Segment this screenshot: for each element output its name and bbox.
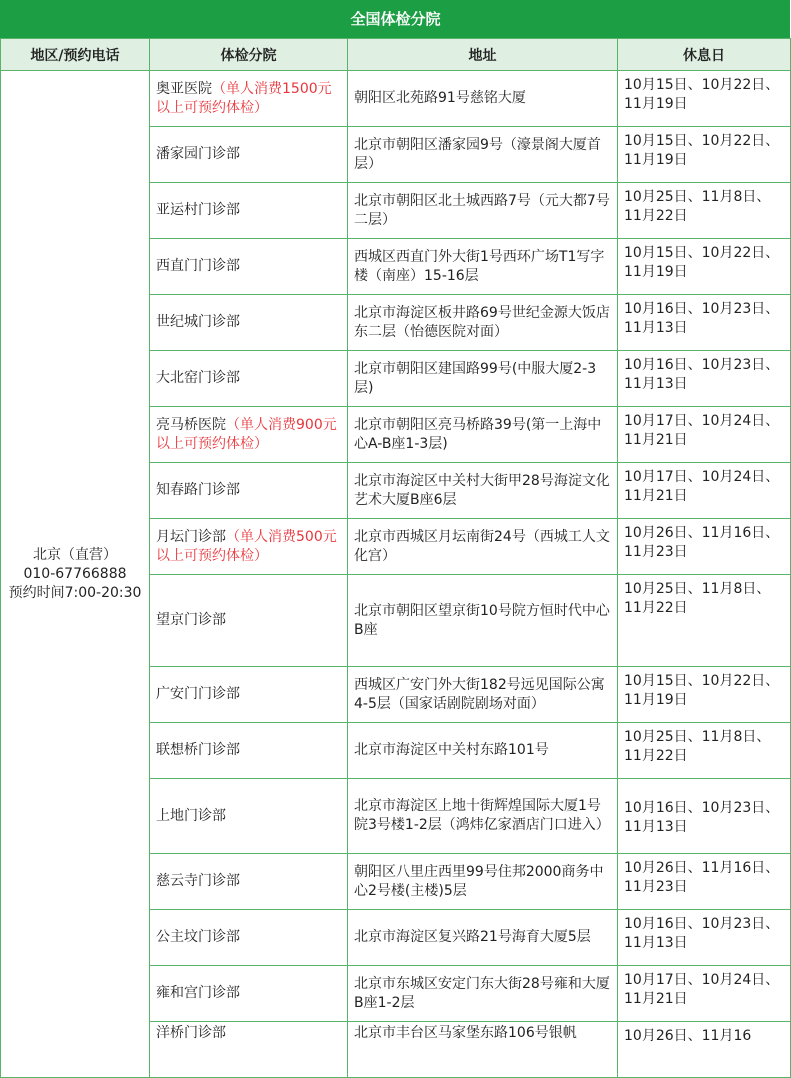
address-cell: 北京市海淀区中关村大街甲28号海淀文化艺术大厦B座6层 <box>348 463 618 519</box>
address-cell: 北京市海淀区板井路69号世纪金源大饭店东二层（怡德医院对面） <box>348 295 618 351</box>
rest-days-cell: 10月26日、11月16日、11月23日 <box>618 519 791 575</box>
branch-cell <box>150 854 348 910</box>
branch-cell <box>150 667 348 723</box>
region-hours: 预约时间7:00-20:30 <box>8 584 142 601</box>
region-phone[interactable]: 010-67766888 <box>23 565 127 582</box>
branch-name: 西直门门诊部 <box>156 258 240 274</box>
branch-cell <box>150 966 348 1022</box>
branch-cell <box>150 407 348 463</box>
rest-days-cell: 10月15日、10月22日、11月19日 <box>618 127 791 183</box>
branch-name: 上地门诊部 <box>156 807 226 824</box>
branch-cell <box>150 295 348 351</box>
branch-cell <box>150 127 348 183</box>
region-name: 北京（直营） <box>33 546 117 563</box>
branch-cell <box>150 351 348 407</box>
rest-days-cell: 10月15日、10月22日、11月19日 <box>618 71 791 127</box>
table-row <box>1 71 791 127</box>
region-cell <box>1 71 150 1078</box>
rest-days-cell: 10月16日、10月23日、11月13日 <box>618 351 791 407</box>
rest-days-cell: 10月17日、10月24日、11月21日 <box>618 966 791 1022</box>
address-cell: 北京市朝阳区建国路99号(中服大厦2-3层) <box>348 351 618 407</box>
branch-name: 奥亚医院 <box>156 80 212 97</box>
branch-note: （单人消费900元以上可预约体检） <box>156 416 337 452</box>
rest-days-cell: 10月25日、11月8日、11月22日 <box>618 723 791 779</box>
rest-days-cell: 10月26日、11月16日、11月23日 <box>618 854 791 910</box>
address-cell: 朝阳区北苑路91号慈铭大厦 <box>348 71 618 127</box>
branch-table <box>0 38 791 1078</box>
rest-days-cell: 10月25日、11月8日、11月22日 <box>618 575 791 667</box>
header-region: 地区/预约电话 <box>1 39 150 71</box>
branch-cell <box>150 239 348 295</box>
rest-days-cell: 10月15日、10月22日、11月19日 <box>618 667 791 723</box>
rest-days-cell: 10月15日、10月22日、11月19日 <box>618 239 791 295</box>
branch-cell <box>150 779 348 854</box>
branch-name: 雍和宫门诊部 <box>156 985 240 1001</box>
address-cell: 北京市朝阳区望京街10号院方恒时代中心B座 <box>348 575 618 667</box>
branch-name: 联想桥门诊部 <box>156 742 240 758</box>
branch-cell <box>150 463 348 519</box>
header-branch: 体检分院 <box>150 39 348 71</box>
branch-cell <box>150 723 348 779</box>
branch-note: （单人消费1500元以上可预约体检） <box>156 80 332 116</box>
branch-cell <box>150 575 348 667</box>
address-cell: 北京市朝阳区北土城西路7号（元大都7号二层） <box>348 183 618 239</box>
branch-cell <box>150 910 348 966</box>
address-cell: 北京市丰台区马家堡东路106号银帆 <box>348 1022 618 1078</box>
branch-name: 洋桥门诊部 <box>156 1025 226 1041</box>
address-cell: 北京市海淀区复兴路21号海育大厦5层 <box>348 910 618 966</box>
branch-name: 广安门门诊部 <box>156 686 240 702</box>
address-cell: 北京市海淀区中关村东路101号 <box>348 723 618 779</box>
address-cell: 北京市朝阳区潘家园9号（濠景阁大厦首层） <box>348 127 618 183</box>
rest-days-cell: 10月16日、10月23日、11月13日 <box>618 910 791 966</box>
table-header-row <box>1 39 791 71</box>
branch-cell <box>150 71 348 127</box>
branch-name: 世纪城门诊部 <box>156 314 240 330</box>
address-cell: 北京市朝阳区亮马桥路39号(第一上海中心A-B座1-3层) <box>348 407 618 463</box>
branch-name: 大北窑门诊部 <box>156 370 240 386</box>
header-address: 地址 <box>348 39 618 71</box>
rest-days-cell: 10月16日、10月23日、11月13日 <box>618 295 791 351</box>
address-cell: 朝阳区八里庄西里99号住邦2000商务中心2号楼(主楼)5层 <box>348 854 618 910</box>
branch-name: 亚运村门诊部 <box>156 202 240 218</box>
branch-cell <box>150 183 348 239</box>
rest-days-cell: 10月16日、10月23日、11月13日 <box>618 779 791 854</box>
branch-name: 望京门诊部 <box>156 612 226 628</box>
rest-days-cell: 10月17日、10月24日、11月21日 <box>618 407 791 463</box>
rest-days-cell: 10月25日、11月8日、11月22日 <box>618 183 791 239</box>
branch-name: 月坛门诊部 <box>156 528 226 545</box>
address-cell: 北京市东城区安定门东大街28号雍和大厦B座1-2层 <box>348 966 618 1022</box>
header-rest-days: 休息日 <box>618 39 791 71</box>
branch-cell <box>150 519 348 575</box>
branch-cell <box>150 1022 348 1078</box>
branch-name: 公主坟门诊部 <box>156 929 240 945</box>
rest-days-cell: 10月26日、11月16 <box>618 1022 791 1078</box>
address-cell: 北京市海淀区上地十街辉煌国际大厦1号院3号楼1-2层（鸿炜亿家酒店门口进入） <box>348 779 618 854</box>
branch-name: 知春路门诊部 <box>156 482 240 498</box>
branch-note: （单人消费500元以上可预约体检） <box>156 528 337 564</box>
branch-name: 慈云寺门诊部 <box>156 873 240 889</box>
address-cell: 西城区广安门外大街182号远见国际公寓4-5层（国家话剧院剧场对面） <box>348 667 618 723</box>
branch-name: 潘家园门诊部 <box>156 146 240 162</box>
page-title: 全国体检分院 <box>0 0 790 38</box>
rest-days-cell: 10月17日、10月24日、11月21日 <box>618 463 791 519</box>
branch-name: 亮马桥医院 <box>156 416 226 433</box>
address-cell: 北京市西城区月坛南街24号（西城工人文化宫） <box>348 519 618 575</box>
address-cell: 西城区西直门外大街1号西环广场T1写字楼（南座）15-16层 <box>348 239 618 295</box>
